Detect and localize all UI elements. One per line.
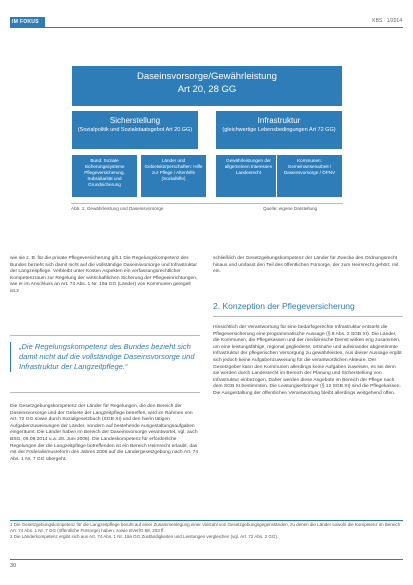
right-column-text-2 xyxy=(213,325,403,398)
figure-source: Quelle: eigene Darstellung xyxy=(263,206,318,211)
left-column-text xyxy=(10,256,200,296)
heading-rule xyxy=(213,316,403,317)
figure-right-box xyxy=(215,110,343,150)
quote-rule-bottom xyxy=(10,392,200,393)
figure-sub-box-4-text: Kommunen: Gemeinwesenarbeit / Daseinsvorsorge / ÖPNV xyxy=(283,158,336,175)
figure-right-subtitle: (gleichwertige Lebensbedingungen Art 72 GG) xyxy=(222,127,336,133)
figure-sub-box-2 xyxy=(140,154,207,198)
figure-left-box xyxy=(71,110,199,150)
figure-sub-box-1 xyxy=(71,154,138,198)
left-column-text-2 xyxy=(10,404,200,463)
left-paragraph-2: Die Gesetzgebungskompetenz der Länder für Regelungen, die den Bereich der Daseinsvorsorge und der Gebiete der Langzeitpflege betreffen, wird im Rahmen von Art. 72 GG sowie durch Sozialgesetzbuch (SGB XI) und den hierin tätigen Aufgabenzuweisungen der Länder, sondern auf bestehende Ausgestaltungsaufgaben eingeräumt. Die Länder haben im Bereich der Daseinsvorsorge verantwortet, vgl. auch BSG, 09.09.2014 u.a. 28. Juni 2006). Die Landeskompetenz für erforderliche Regelungen der die Langzeitpflege betreffenden ist ein Bereich Heimrecht erlaubt, das mit der Föderalismusreform des Jahres 2006 auf die Ländergesetzgebung nach Art. 74 Abs. 1 Nr. 7 GG übergeht. xyxy=(10,404,199,462)
figure-sub-box-2-text: Länder und Gebietskörperschaften: Hilfe zur Pflege / Altenhilfe (Sozialhilfe) xyxy=(144,158,203,181)
page-number: 30 xyxy=(10,563,17,569)
figure-right-title: Infrastruktur xyxy=(257,116,301,125)
figure-left-subtitle: (Sozialpolitik und Sozialstaatsgebot Art 20 GG) xyxy=(77,127,193,133)
issue-label: KBS · 1/2014 xyxy=(372,18,402,24)
right-paragraph-1: schließlich der Gesetzgebungskompetenz der Länder für Zwecke des Ordnungsrecht hinaus und umfasst den Teil des öffentlichen Fürsorge, der zum Heimrecht gehört, mit ein. xyxy=(213,256,399,275)
section-rubric: IM FOKUS xyxy=(10,17,45,27)
figure-main-box xyxy=(71,65,343,107)
figure-main-subtitle: Art 20, 28 GG xyxy=(177,84,237,95)
figure-sub-box-4 xyxy=(276,154,343,198)
figure-sub-box-3 xyxy=(215,154,282,198)
figure-sub-box-3-text: Gewährleistungen der allgemeinen Interessen Landesrecht xyxy=(224,158,273,175)
figure-left-title: Sicherstellung xyxy=(109,116,161,125)
page-rule xyxy=(10,559,403,560)
right-paragraph-2: Hinsichtlich der Verantwortung für eine bedarfsgerechte Infrastruktur entsteht die Pflegeversicherung eine programmatische Aussage (§ 8 Abs. 2 SGB XI). Die Länder, die Kommunen, die Pflegekassen und der medizinische Dienst wirken eng zusammen, um eine leistungsfähige, regional gegliederte, ortsnahe und aufeinander abgestimmte Infrastruktur der pflegerischen Versorgung zu gewährleisten. Aus dieser Aussage ergibt sich jedoch keine Aufgabenzuweisung für die verantwortlichen Akteure. Der Gesetzgeber kann den Kommunen allerdings keine Aufgaben zuweisen, es sei denn sie werden durch Landesrecht im Bereich der Planung und Sicherstellung von Infrastruktur einbezogen. Daher werden diese Angebote im Bereich der Pflege nach dem SGB XI bestimmten. Die Leistungserbringer (§ 12 SGB XI) sind die Pflegekassen. Die Ausgestaltung der öffentlichen Verantwortung bleibt allerdings weitgehend offen. xyxy=(213,325,402,396)
header-rule xyxy=(10,27,403,28)
footnote-1: 1 Die Gesetzgebungskompetenz für die Langzeitpflege beruht auf einer Zusammenlegung einer Vielzahl von Gesetzgebungsgegenständen, zu denen die Länder sowohl die Kompetenz im Bereich Art. 74 Abs. 1 Nr. 7 GG (öffentliche Fürsorge) haben, sowie BVerfG 88, 203 ff. xyxy=(10,522,401,533)
left-paragraph-1: wie sie z. B. für die private Pflegeversicherung gilt.1 Die Regelungskompetenz des Bundes bezieht sich damit nicht auf die vollständige Daseinsvorsorge und Infrastruktur der Langzeitpflege. Verbleibt unter Kosten Aspekten ein verfassungsrechtlicher Kompetenzraum zur Regelung der wirtschaftlichen Sicherung der Pflegeeinrichtungen, wie er im Anschluss an Art. 74 Abs. 1 Nr. 19a GG (Länder) von Kommunen geregelt ist.2 xyxy=(10,256,198,294)
figure-caption: Abb. 1: Gewährleistung und Daseinsvorsorge xyxy=(71,206,164,211)
footnotes xyxy=(10,522,403,540)
footnote-rule xyxy=(10,520,403,521)
pull-quote: „Die Regelungskompetenz des Bundes bezieht sich damit nicht auf die vollständige Daseinsvorsorge und Infrastruktur der Langzeitpflege.“ xyxy=(10,342,200,372)
figure-sub-box-1-text: Bund: Soziale Sicherungssysteme Pflegeversicherung, Subsidiarität und Grundsicherung xyxy=(84,158,125,187)
section-heading: 2. Konzeption der Pflegeversicherung xyxy=(213,301,355,311)
footnote-2: 2 Die Länderkompetenz ergibt sich aus Art. 74 Abs. 1 Nr. 19a GG Zuständigkeiten und Leistungen vergleichen (vgl. Art. 72 Abs. 2 GG). xyxy=(10,534,279,539)
figure-rule xyxy=(71,203,343,204)
figure-main-title: Daseinsvorsorge/Gewährleistung xyxy=(137,71,277,82)
right-column-text xyxy=(213,256,403,276)
quote-rule-top xyxy=(10,335,200,336)
